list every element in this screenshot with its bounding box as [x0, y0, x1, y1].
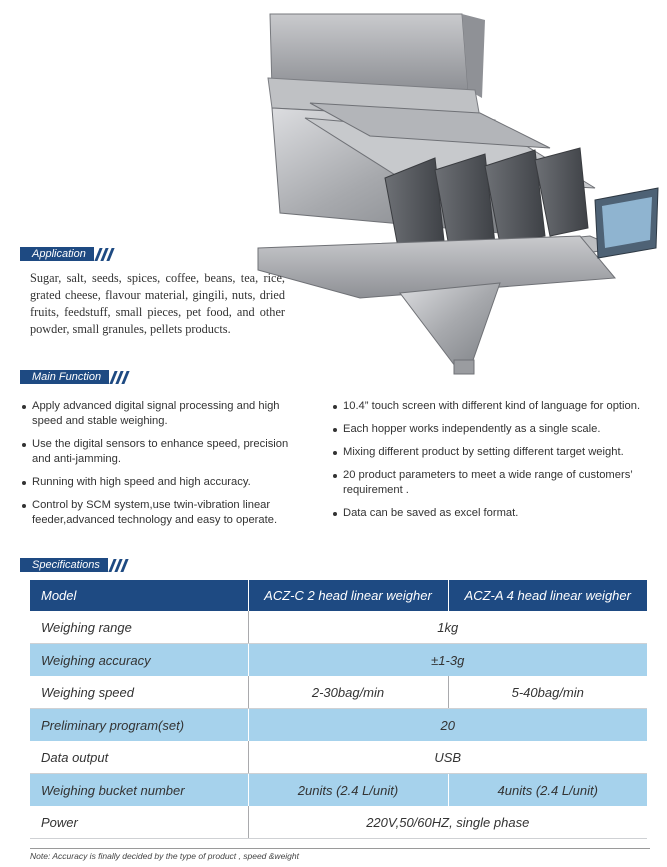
- main-function-list-right: [333, 399, 658, 529]
- table-row: [30, 709, 647, 742]
- spec-name: Weighing speed: [30, 676, 248, 709]
- list-item: 10.4” touch screen with different kind of language for option.: [333, 399, 658, 414]
- specifications-note: Note: Accuracy is finally decided by the type of product , speed &weight: [30, 848, 650, 861]
- specifications-heading: Specifications: [20, 558, 108, 572]
- spec-value: 4units (2.4 L/unit): [448, 774, 647, 807]
- header-cell: ACZ-C 2 head linear weigher: [248, 580, 448, 611]
- application-section-tag: [20, 246, 115, 262]
- list-item: Use the digital sensors to enhance speed, precision and anti-jamming.: [22, 437, 302, 467]
- spec-value: USB: [248, 741, 647, 774]
- table-row: [30, 806, 647, 839]
- list-item: Each hopper works independently as a single scale.: [333, 422, 658, 437]
- spec-value: 20: [248, 709, 647, 742]
- table-row: [30, 676, 647, 709]
- spec-value: ±1-3g: [248, 644, 647, 677]
- specifications-section-tag: [20, 557, 129, 573]
- spec-value: 2units (2.4 L/unit): [248, 774, 448, 807]
- spec-name: Weighing range: [30, 611, 248, 644]
- spec-name: Preliminary program(set): [30, 709, 248, 742]
- main-function-heading: Main Function: [20, 370, 109, 384]
- header-cell: ACZ-A 4 head linear weigher: [448, 580, 647, 611]
- linear-weigher-machine-image: [250, 8, 660, 378]
- specifications-table: [30, 580, 647, 839]
- table-header-row: [30, 580, 647, 611]
- spec-name: Data output: [30, 741, 248, 774]
- table-row: [30, 741, 647, 774]
- spec-value: 5-40bag/min: [448, 676, 647, 709]
- main-function-section-tag: [20, 369, 130, 385]
- spec-name: Power: [30, 806, 248, 839]
- list-item: Data can be saved as excel format.: [333, 506, 658, 521]
- slash-decoration-icon: [97, 248, 115, 261]
- slash-decoration-icon: [112, 371, 130, 384]
- application-heading: Application: [20, 247, 94, 261]
- list-item: 20 product parameters to meet a wide range of customers’ requirement .: [333, 468, 658, 498]
- list-item: Control by SCM system,use twin-vibration linear feeder,advanced technology and easy to operate.: [22, 498, 302, 528]
- spec-value: 1kg: [248, 611, 647, 644]
- list-item: Apply advanced digital signal processing and high speed and stable weighing.: [22, 399, 302, 429]
- spec-name: Weighing bucket number: [30, 774, 248, 807]
- application-text: Sugar, salt, seeds, spices, coffee, beans, tea, rice, grated cheese, flavour material, gingili, nuts, dried fruits, feedstuff, small pieces, pet food, and other powder, small granules, pellets products.: [30, 271, 285, 336]
- list-item: Running with high speed and high accuracy.: [22, 475, 302, 490]
- table-row: [30, 774, 647, 807]
- list-item: Mixing different product by setting different target weight.: [333, 445, 658, 460]
- header-cell: Model: [30, 580, 248, 611]
- table-row: [30, 644, 647, 677]
- table-row: [30, 611, 647, 644]
- spec-value: 220V,50/60HZ, single phase: [248, 806, 647, 839]
- spec-value: 2-30bag/min: [248, 676, 448, 709]
- slash-decoration-icon: [111, 559, 129, 572]
- main-function-list-left: [22, 399, 302, 536]
- spec-name: Weighing accuracy: [30, 644, 248, 677]
